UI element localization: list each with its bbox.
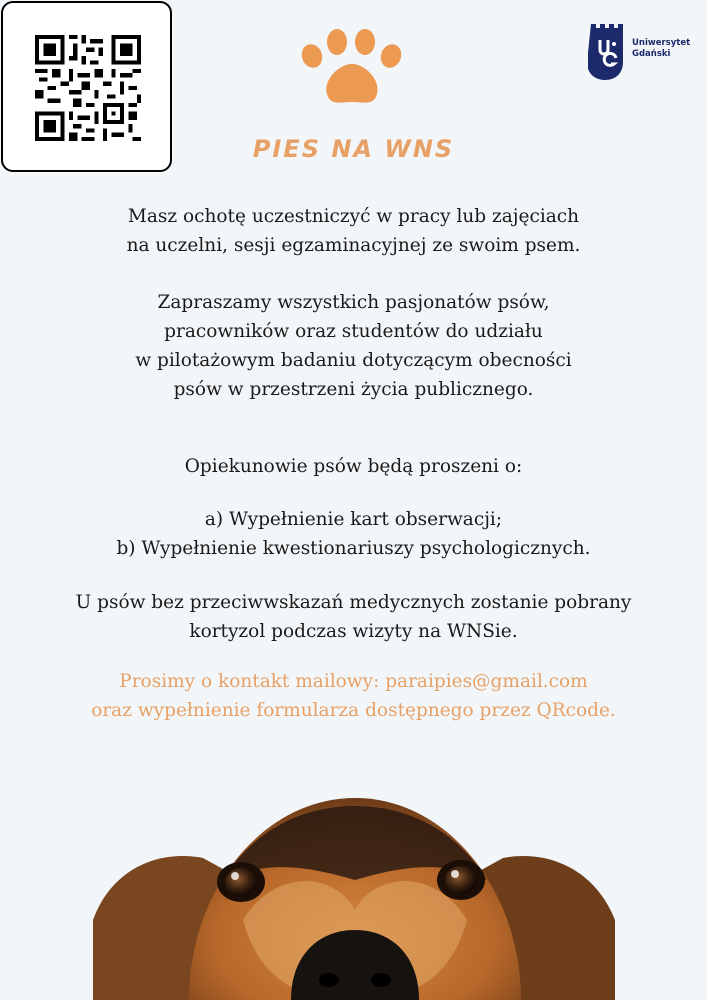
cortisol-note: U psów bez przeciwwskazań medycznych zostanie pobrany kortyzol podczas wizyty na WNSie.: [75, 592, 632, 642]
contact-info[interactable]: Prosimy o kontakt mailowy: paraipies@gmail.com oraz wypełnienie formularza dostępnego przez QRcode.: [91, 671, 616, 721]
dog-photo: [93, 770, 615, 1000]
invitation-paragraph: Zapraszamy wszystkich pasjonatów psów, pracowników oraz studentów do udziału w pilotażowym badaniu dotyczącym obecności psów w przestrzeni życia publicznego.: [135, 292, 572, 400]
paw-print-icon: [297, 28, 409, 108]
university-name-line1: Uniwersytet: [632, 38, 691, 48]
university-crest-icon: [588, 18, 628, 82]
tasks-list: a) Wypełnienie kart obserwacji; b) Wypełnienie kwestionariuszy psychologicznych.: [116, 509, 591, 559]
university-logo: [588, 18, 698, 84]
qr-code[interactable]: [35, 35, 141, 141]
tasks-heading: Opiekunowie psów będą proszeni o:: [184, 456, 523, 477]
intro-paragraph: Masz ochotę uczestniczyć w pracy lub zajęciach na uczelni, sesji egzaminacyjnej ze swoim psem.: [126, 206, 581, 256]
university-name-line2: Gdański: [632, 49, 671, 59]
page-title: PIES NA WNS: [252, 135, 455, 163]
university-name: [632, 38, 702, 60]
